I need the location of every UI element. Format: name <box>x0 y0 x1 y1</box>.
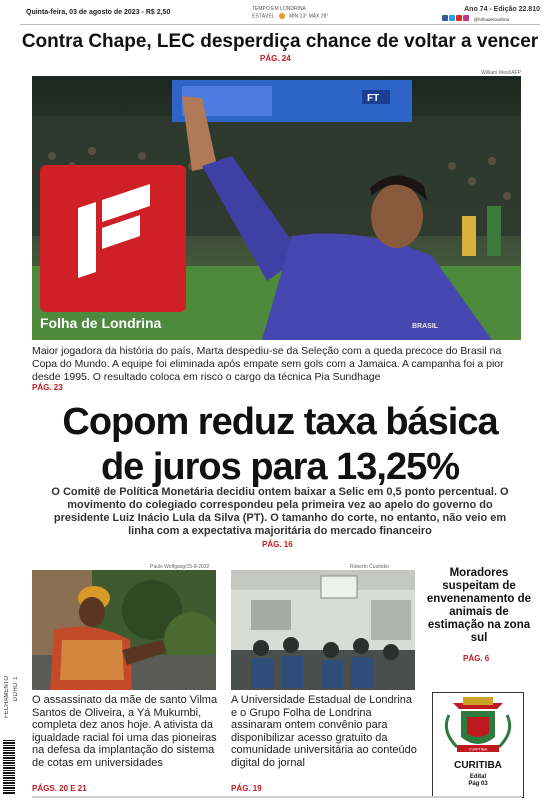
story-a-photo <box>32 570 216 690</box>
meeting-photo-illustration <box>231 570 415 690</box>
folha-logo-text: Folha de Londrina <box>40 315 162 331</box>
weather-title: TEMPO EM LONDRINA <box>252 6 306 12</box>
story-b-page-ref: PÁG. 19 <box>231 784 262 793</box>
sun-icon <box>279 13 285 19</box>
lead-headline-line1: Copom reduz taxa básica <box>62 401 498 443</box>
vilma-photo-illustration <box>32 570 216 690</box>
weather-state: ESTÁVEL <box>252 13 275 20</box>
top-divider <box>20 24 540 25</box>
story-a-credit: Paulo Wolfgang/15-8-2022 <box>150 564 210 570</box>
lead-headline-line2: de juros para 13,25% <box>100 446 460 488</box>
weather-box <box>252 6 328 20</box>
story-a-page-ref: PÁGS. 20 E 21 <box>32 784 87 793</box>
jersey-text: BRASIL <box>412 323 439 330</box>
instagram-icon[interactable] <box>463 15 469 21</box>
curitiba-crest-icon <box>433 695 523 761</box>
social-handle: @folhadelondrina <box>473 16 509 22</box>
curitiba-page <box>432 774 524 788</box>
edge-label: FECHAMENTO <box>4 676 10 718</box>
weather-min: MÍN 13° <box>289 13 308 20</box>
main-photo-caption: Maior jogadora da história do país, Marta despediu-se da Seleção com a queda precoce do Brasil na Copa do Mundo. A equipe foi eliminada após empate sem gols com a Jamaica. A campanha foi a pior desde 1995. O resultado coloca em risco o cargo da técnica Pia Sundhage <box>32 345 504 383</box>
main-photo-page-ref: PÁG. 23 <box>32 383 63 392</box>
lead-headline[interactable] <box>20 400 540 490</box>
bottom-divider <box>32 796 522 798</box>
lead-summary: O Comitê de Política Monetária decidiu ontem baixar a Selic em 0,5 ponto percentual. O movimento do colegiado correspondeu pela primeira vez ao apelo do governo do presidente Luiz Inácio Lula da Silva (PT). O tamanho do corte, no entanto, não veio em linha com a expectativa majoritária do mercado financeiro <box>51 486 509 537</box>
sidebar-page-ref: PÁG. 6 <box>463 654 490 663</box>
youtube-icon[interactable] <box>456 15 462 21</box>
curitiba-line2: Pág 03 <box>468 781 488 787</box>
edge-code: DDHD 1 <box>13 676 19 702</box>
sports-page-ref: PÁG. 24 <box>260 54 291 63</box>
weather-max: MÁX 28° <box>308 13 329 20</box>
facebook-icon[interactable] <box>442 15 448 21</box>
main-photo <box>32 76 521 340</box>
sidebar-headline[interactable]: Moradores suspeitam de envenenamento de animais de estimação na zona sul <box>426 567 532 644</box>
curitiba-name: CURITIBA <box>454 760 502 771</box>
story-b-credit: Roberto Custódio <box>350 564 389 570</box>
curitiba-line1: Edital <box>469 774 487 780</box>
story-b-photo <box>231 570 415 690</box>
story-a-caption: O assassinato da mãe de santo Vilma Santos de Oliveira, a Yá Mukumbi, completa dez anos hoje. A ativista da igualdade racial foi uma das pioneiras na defesa da implantação do sistema de cotas em universidades <box>32 694 218 769</box>
social-icons <box>442 15 510 23</box>
sports-headline[interactable]: Contra Chape, LEC desperdiça chance de voltar a vencer <box>21 31 539 52</box>
main-photo-credit: William West/AFP <box>481 70 521 76</box>
crest-ribbon-text: CURITIBA <box>468 746 488 752</box>
twitter-icon[interactable] <box>449 15 455 21</box>
edition-number: Ano 74 - Edição 22.810 <box>464 6 540 13</box>
barcode <box>3 740 15 794</box>
masthead-bar <box>20 4 540 22</box>
lead-page-ref: PÁG. 16 <box>262 540 293 549</box>
issue-date: Quinta-feira, 03 de agosto de 2023 - R$ 2,50 <box>26 9 171 16</box>
marta-photo-illustration <box>32 76 521 340</box>
story-b-caption: A Universidade Estadual de Londrina e o Grupo Folha de Londrina assinaram ontem convênio para disponibilizar acesso gratuito da comunidade universitária ao conteúdo digital do jornal <box>231 694 417 769</box>
banner-text: FT <box>367 93 380 104</box>
